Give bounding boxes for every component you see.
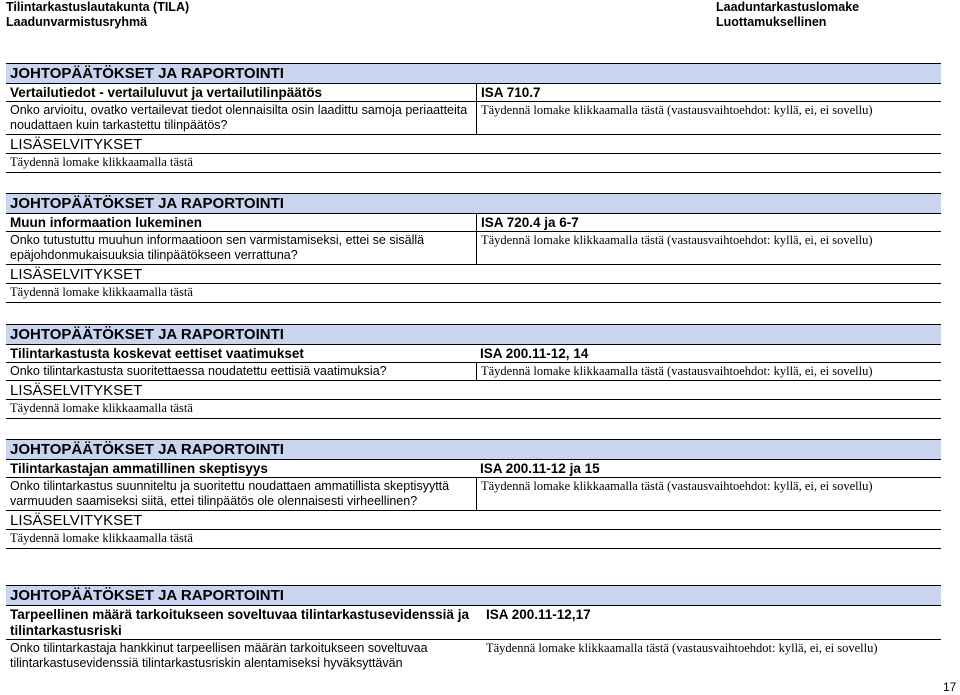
question-text: Onko arvioitu, ovatko vertailevat tiedot olennaisilta osin laadittu samoja periaatteita noudattaen kuin tarkastettu tilinpäätös? — [10, 103, 468, 132]
additional-info-field[interactable]: Täydennä lomake klikkaamalla tästä — [10, 401, 193, 415]
answer-field[interactable]: Täydennä lomake klikkaamalla tästä (vastausvaihtoehdot: kyllä, ei, ei sovellu) — [476, 363, 941, 380]
additional-info-label: LISÄSELVITYKSET — [6, 265, 941, 284]
topic-label: Muun informaation lukeminen — [10, 215, 203, 230]
additional-info-field[interactable]: Täydennä lomake klikkaamalla tästä — [10, 531, 193, 545]
question-row — [6, 102, 941, 135]
topic-label: Tilintarkastajan ammatillinen skeptisyys — [10, 461, 268, 476]
section-title: JOHTOPÄÄTÖKSET JA RAPORTOINTI — [6, 194, 941, 214]
section-title: JOHTOPÄÄTÖKSET JA RAPORTOINTI — [6, 440, 941, 460]
section-title: JOHTOPÄÄTÖKSET JA RAPORTOINTI — [6, 64, 941, 84]
topic-row — [6, 214, 941, 232]
topic-label: Tarpeellinen määrä tarkoitukseen soveltuvaa tilintarkastusevidenssiä ja tilintarkastusriski — [10, 607, 469, 638]
isa-reference: ISA 200.11-12, 14 — [480, 346, 589, 361]
question-row — [6, 232, 941, 265]
additional-info-label: LISÄSELVITYKSET — [6, 135, 941, 154]
additional-info-label: LISÄSELVITYKSET — [6, 381, 941, 400]
header-group: Laadunvarmistusryhmä — [6, 15, 148, 29]
isa-reference: ISA 710.7 — [476, 84, 941, 101]
additional-info-label: LISÄSELVITYKSET — [6, 511, 941, 530]
section-other-information — [6, 193, 941, 303]
section-audit-evidence — [6, 585, 941, 672]
section-title: JOHTOPÄÄTÖKSET JA RAPORTOINTI — [6, 325, 941, 345]
additional-info-field[interactable]: Täydennä lomake klikkaamalla tästä — [10, 285, 193, 299]
header-org: Tilintarkastuslautakunta (TILA) — [6, 0, 190, 14]
header-confidential: Luottamuksellinen — [716, 15, 827, 29]
topic-row — [6, 345, 941, 363]
answer-field[interactable]: Täydennä lomake klikkaamalla tästä (vastausvaihtoehdot: kyllä, ei, ei sovellu) — [476, 232, 941, 264]
question-text: Onko tilintarkastusta suoritettaessa noudatettu eettisiä vaatimuksia? — [10, 364, 387, 378]
topic-label: Vertailutiedot - vertailuluvut ja vertailutilinpäätös — [10, 85, 323, 100]
isa-reference: ISA 720.4 ja 6-7 — [476, 214, 941, 231]
isa-reference: ISA 200.11-12,17 — [486, 607, 591, 622]
question-text: Onko tilintarkastus suunniteltu ja suoritettu noudattaen ammatillista skeptisyyttä varmuuden saamiseksi siitä, ettei tilinpäätös ole olennaisesti virheellinen? — [10, 479, 450, 508]
additional-info-field[interactable]: Täydennä lomake klikkaamalla tästä — [10, 155, 193, 169]
isa-reference: ISA 200.11-12 ja 15 — [480, 461, 600, 476]
question-row — [6, 640, 941, 672]
section-title: JOHTOPÄÄTÖKSET JA RAPORTOINTI — [6, 586, 941, 606]
question-row — [6, 363, 941, 381]
topic-label: Tilintarkastusta koskevat eettiset vaatimukset — [10, 346, 304, 361]
page-number: 17 — [943, 680, 957, 694]
question-text: Onko tutustuttu muuhun informaatioon sen varmistamiseksi, ettei se sisällä epäjohdonmukaisuuksia tilinpäätökseen verrattuna? — [10, 233, 425, 262]
answer-field[interactable]: Täydennä lomake klikkaamalla tästä (vastausvaihtoehdot: kyllä, ei, ei sovellu) — [476, 102, 941, 134]
section-comparatives — [6, 63, 941, 173]
answer-field[interactable]: Täydennä lomake klikkaamalla tästä (vastausvaihtoehdot: kyllä, ei, ei sovellu) — [476, 478, 941, 510]
question-row — [6, 478, 941, 511]
header-left — [6, 0, 189, 30]
topic-row — [6, 460, 941, 478]
topic-row — [6, 84, 941, 102]
section-ethical-requirements — [6, 324, 941, 419]
header-form-name: Laaduntarkastuslomake — [716, 0, 860, 14]
topic-row — [6, 606, 941, 640]
header-right — [716, 0, 859, 30]
question-text: Onko tilintarkastaja hankkinut tarpeellisen määrän tarkoitukseen soveltuvaa tilintarkastusevidenssiä tilintarkastusriskin alentamiseksi hyväksyttävän — [10, 641, 428, 670]
answer-field[interactable]: Täydennä lomake klikkaamalla tästä (vastausvaihtoehdot: kyllä, ei, ei sovellu) — [486, 641, 878, 655]
section-professional-skepticism — [6, 439, 941, 549]
